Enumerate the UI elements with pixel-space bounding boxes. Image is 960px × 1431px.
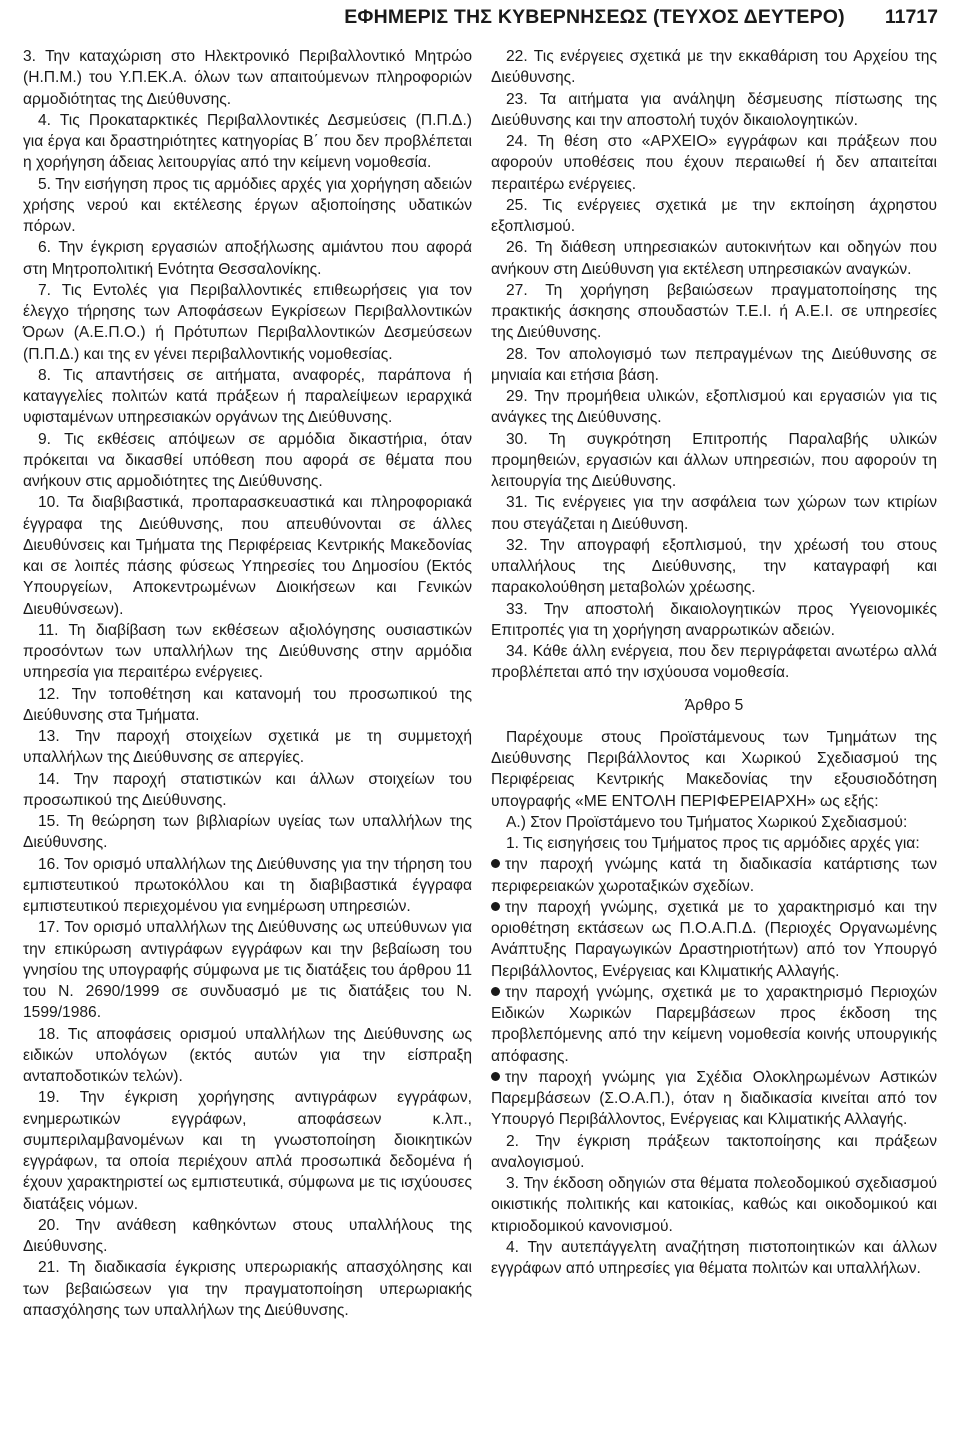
paragraph-item: 7. Τις Εντολές για Περιβαλλοντικές επιθεωρήσεις για τον έλεγχο τήρησης των Αποφάσεων Εγκρίσεων Περιβαλλοντικών Όρων (Α.Ε.Π.Ο.) ή Πρότυπων Περιβαλλοντικών Δεσμεύσεων (Π.Π.Δ.) και της εν γένει περιβαλλοντικής νομοθεσίας.	[23, 281, 472, 363]
paragraph-item: 11. Τη διαβίβαση των εκθέσεων αξιολόγησης ουσιαστικών προσόντων των υπαλλήλων της Διεύθυνσης στην αρμόδια υπηρεσία για περαιτέρω ενέργειες.	[23, 621, 472, 682]
bullet-icon	[491, 987, 500, 996]
bullet-text: την παροχή γνώμης, σχετικά με το χαρακτηρισμό Περιοχών Ειδικών Χωρικών Παρεμβάσεων προς έκδοση της προβλεπόμενης από την κείμενη νομοθεσία κοινής υπουργικής απόφασης.	[491, 983, 937, 1065]
paragraph-item: 22. Τις ενέργειες σχετικά με την εκκαθάριση του Αρχείου της Διεύθυνσης.	[491, 48, 937, 87]
bullet-icon	[491, 1072, 500, 1081]
paragraph-item: 6. Την έγκριση εργασιών αποξήλωσης αμιάντου που αφορά στη Μητροπολιτική Ενότητα Θεσσαλονίκης.	[23, 239, 472, 278]
paragraph-item: 32. Την απογραφή εξοπλισμού, την χρέωσή του στους υπαλλήλους της Διεύθυνσης, την καταγραφή και παρακολούθηση μεταβολών χρέωσης.	[491, 536, 937, 597]
article-intro: Παρέχουμε στους Προϊστάμενους των Τμημάτων της Διεύθυνσης Περιβάλλοντος και Χωρικού Σχεδιασμού της Περιφέρειας Κεντρικής Μακεδονίας την εξουσιοδότηση υπογραφής «ΜΕ ΕΝΤΟΛΗ ΠΕΡΙΦΕΡΕΙΑΡΧΗ» ως εξής:	[491, 728, 937, 810]
paragraph-item: 9. Τις εκθέσεις απόψεων σε αρμόδια δικαστήρια, όταν πρόκειται να δικασθεί υπόθεση που αφορά σε θέματα που ανήκουν στις αρμοδιότητες της Διεύθυνσης.	[23, 430, 472, 490]
paragraph-item: 25. Τις ενέργειες σχετικά με την εκποίηση άχρηστου εξοπλισμού.	[491, 196, 937, 235]
paragraph-item: 33. Την αποστολή δικαιολογητικών προς Υγειονομικές Επιτροπές για τη χορήγηση αναρρωτικών αδειών.	[491, 600, 937, 639]
paragraph-item: 16. Τον ορισμό υπαλλήλων της Διεύθυνσης για την τήρηση του εμπιστευτικού πρωτοκόλλου και τη διαβιβαστικά έγγραφα εμπιστευτικού περιεχομένου για ενημέρωση υπηρεσιών.	[23, 855, 472, 915]
page-header	[22, 6, 938, 34]
page-number: 11717	[884, 6, 938, 28]
paragraph-item: 18. Τις αποφάσεις ορισμού υπαλλήλων της Διεύθυνσης ως ειδικών υπολόγων (εκτός αυτών για την είσπραξη ανταποδοτικών τελών).	[23, 1025, 472, 1085]
bullet-icon	[491, 902, 500, 911]
article-title: Άρθρο 5	[684, 696, 744, 714]
left-column	[23, 46, 472, 1321]
paragraph-item: 15. Τη θεώρηση των βιβλιαρίων υγείας των υπαλλήλων της Διεύθυνσης.	[23, 813, 472, 852]
bullet-item	[491, 854, 937, 897]
right-column	[491, 46, 937, 1279]
bullet-item	[491, 982, 937, 1067]
paragraph-item: 29. Την προμήθεια υλικών, εξοπλισμού και εργασιών για τις ανάγκες της Διεύθυνσης.	[491, 388, 937, 427]
gazette-title: ΕΦΗΜΕΡΙΣ ΤΗΣ ΚΥΒΕΡΝΗΣΕΩΣ (ΤΕΥΧΟΣ ΔΕΥΤΕΡΟ)	[344, 6, 845, 28]
bullet-text: την παροχή γνώμης, σχετικά με το χαρακτηρισμό και την οριοθέτηση εκτάσεων ως Π.Ο.Α.Π.Δ. (Περιοχές Οργανωμένης Ανάπτυξης Παραγωγικών Δραστηριοτήτων) από τον Υπουργό Περιβάλλοντος, Ενέργειας και Κλιματικής Αλλαγής.	[491, 898, 937, 980]
paragraph-item: 3. Την καταχώριση στο Ηλεκτρονικό Περιβαλλοντικό Μητρώο (Η.Π.Μ.) του Υ.Π.ΕΚ.Α. όλων των απαιτούμενων πληροφοριών αρμοδιότητας της Διεύθυνσης.	[23, 48, 472, 108]
paragraph-item: 26. Τη διάθεση υπηρεσιακών αυτοκινήτων και οδηγών που ανήκουν στη Διεύθυνση για εκτέλεση υπηρεσιακών αναγκών.	[491, 239, 937, 278]
paragraph-item: 13. Την παροχή στοιχείων σχετικά με τη συμμετοχή υπαλλήλων της Διεύθυνσης σε απεργίες.	[23, 728, 472, 767]
section-heading: Α.) Στον Προϊστάμενο του Τμήματος Χωρικού Σχεδιασμού:	[506, 813, 908, 831]
paragraph-item: 24. Τη θέση στο «ΑΡΧΕΙΟ» εγγράφων και πράξεων που αφορούν υποθέσεις που έχουν περαιωθεί ή δεν απαιτείται περαιτέρω ενέργειες.	[491, 133, 937, 193]
paragraph-item: 31. Τις ενέργειες για την ασφάλεια των χώρων των κτιρίων που στεγάζεται η Διεύθυνση.	[491, 494, 937, 533]
paragraph-item: 23. Τα αιτήματα για ανάληψη δέσμευσης πίστωσης της Διεύθυνσης και την αποστολή τυχόν δικαιολογητικών.	[491, 90, 937, 129]
paragraph-item: 1. Τις εισηγήσεις του Τμήματος προς τις αρμόδιες αρχές για:	[506, 835, 920, 852]
paragraph-item: 28. Τον απολογισμό των πεπραγμένων της Διεύθυνσης σε μηνιαία και ετήσια βάση.	[491, 345, 937, 384]
paragraph-item: 17. Τον ορισμό υπαλλήλων της Διεύθυνσης ως υπεύθυνων για την επικύρωση αντιγράφων εγγράφων και την βεβαίωση του γνησίου της υπογραφής σύμφωνα με τις διατάξεις του άρθρου 11 του Ν. 2690/1999 σε συνδυασμό με τις διατάξεις του Ν. 1599/1986.	[23, 919, 472, 1022]
paragraph-item: 14. Την παροχή στατιστικών και άλλων στοιχείων του προσωπικού της Διεύθυνσης.	[23, 770, 472, 809]
paragraph-item: 4. Την αυτεπάγγελτη αναζήτηση πιστοποιητικών και άλλων εγγράφων από υπηρεσίες για θέματα πολιτών και υπαλλήλων.	[491, 1238, 937, 1277]
paragraph-item: 5. Την εισήγηση προς τις αρμόδιες αρχές για χορήγηση αδειών χρήσης νερού και εκτέλεσης έργων αξιοποίησης υδατικών πόρων.	[23, 175, 472, 235]
paragraph-item: 2. Την έγκριση πράξεων τακτοποίησης και πράξεων αναλογισμού.	[491, 1132, 937, 1171]
paragraph-item: 21. Τη διαδικασία έγκρισης υπερωριακής απασχόλησης και των βεβαιώσεων για την πραγματοποίηση υπερωριακής απασχόλησης των υπαλλήλων της Διεύθυνσης.	[23, 1259, 472, 1319]
paragraph-item: 30. Τη συγκρότηση Επιτροπής Παραλαβής υλικών προμηθειών, εργασιών και άλλων υπηρεσιών, που αφορούν τη λειτουργία της Διεύθυνσης.	[491, 430, 937, 490]
paragraph-item: 20. Την ανάθεση καθηκόντων στους υπαλλήλους της Διεύθυνσης.	[23, 1216, 472, 1255]
paragraph-item: 12. Την τοποθέτηση και κατανομή του προσωπικού της Διεύθυνσης στα Τμήματα.	[23, 685, 472, 724]
bullet-text: την παροχή γνώμης για Σχέδια Ολοκληρωμένων Αστικών Παρεμβάσεων (Σ.Ο.Α.Π.), όταν η διαδικασία κινείται από τον Υπουργό Περιβάλλοντος, Ενέργειας και Κλιματικής Αλλαγής.	[491, 1068, 937, 1129]
paragraph-item: 27. Τη χορήγηση βεβαιώσεων πραγματοποίησης της πρακτικής άσκησης σπουδαστών Τ.Ε.Ι. ή Α.Ε.Ι. σε υπηρεσίες της Διεύθυνσης.	[491, 281, 937, 342]
paragraph-item: 34. Κάθε άλλη ενέργεια, που δεν περιγράφεται ανωτέρω αλλά προβλέπεται από την ισχύουσα νομοθεσία.	[491, 643, 937, 682]
paragraph-item: 4. Τις Προκαταρκτικές Περιβαλλοντικές Δεσμεύσεις (Π.Π.Δ.) για έργα και δραστηριότητες κατηγορίας Β΄ που δεν προβλέπεται η χορήγηση άδειας λειτουργίας από την κείμενη νομοθεσία.	[23, 111, 472, 172]
paragraph-item: 3. Την έκδοση οδηγιών στα θέματα πολεοδομικού σχεδιασμού οικιστικής πολιτικής και κατοικίας, καθώς και οικοδομικού και κτιριοδομικού κανονισμού.	[491, 1175, 937, 1235]
bullet-item	[491, 1067, 937, 1131]
bullet-icon	[491, 859, 500, 868]
paragraph-item: 8. Τις απαντήσεις σε αιτήματα, αναφορές, παράπονα ή καταγγελίες πολιτών κατά πράξεων ή παραλείψεων ιεραρχικά υφισταμένων υπηρεσιακών οργάνων της Διεύθυνσης.	[23, 366, 472, 427]
paragraph-item: 10. Τα διαβιβαστικά, προπαρασκευαστικά και πληροφοριακά έγγραφα της Διεύθυνσης, που απευθύνονται σε άλλες Διευθύνσεις και Τμήματα της Περιφέρειας Κεντρικής Μακεδονίας και σε λοιπές πάσης φύσεως Υπηρεσίες του Δημοσίου (Εκτός Υπουργείων, Αποκεντρωμένων Διοικήσεων και Γενικών Διευθύνσεων).	[23, 494, 472, 618]
paragraph-item: 19. Την έγκριση χορήγησης αντιγράφων εγγράφων, ενημερωτικών εγγράφων, αποφάσεων κ.λπ., συμπεριλαμβανομένων και τη γνωστοποίηση διοικητικών εγγράφων, τα οποία περιέχουν απλά προσωπικά δεδομένα ή έχουν χαρακτηριστεί ως εμπιστευτικά, σύμφωνα με τις ισχύουσες διατάξεις νόμων.	[23, 1089, 472, 1213]
bullet-text: την παροχή γνώμης κατά τη διαδικασία κατάρτισης των περιφερειακών χωροταξικών σχεδίων.	[491, 856, 937, 895]
bullet-item	[491, 897, 937, 982]
